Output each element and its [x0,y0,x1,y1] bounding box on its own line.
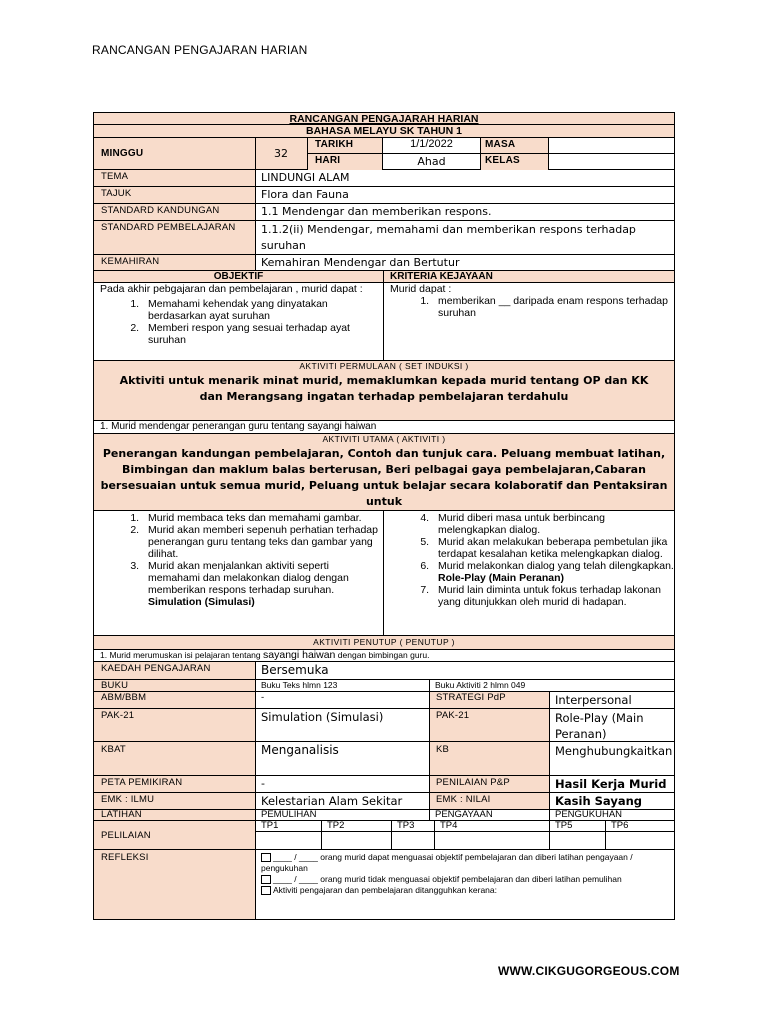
tp3-label: TP3 [392,821,434,832]
utama-row [94,434,674,511]
refleksi-label: REFLEKSI [101,852,149,863]
page-header: RANCANGAN PENGAJARAN HARIAN [92,43,308,57]
refleksi-text [256,850,674,896]
sk-value: 1.1 Mendengar dan memberikan respons. [261,205,492,218]
objektif-item: 1. Memahami kehendak yang dinyatakan berdasarkan ayat suruhan [142,298,383,322]
form-subtitle: BAHASA MELAYU SK TAHUN 1 [306,125,462,137]
kaedah-label: KAEDAH PENGAJARAN [101,663,211,674]
kelas-label: KELAS [485,155,520,166]
tarikh-label: TARIKH [315,139,354,150]
tarikh-value: 1/1/2022 [410,138,453,150]
utama-right-bold: Role-Play (Main Peranan) [438,572,565,584]
minggu-label-cell [94,138,256,169]
emk-row [94,793,674,810]
buku-row [94,680,674,692]
emk-ilmu-label: EMK : ILMU [101,794,155,805]
kriteria-item: 1. memberikan __ daripada enam respons terhadap suruhan [432,295,674,319]
abm-row [94,692,674,709]
strategi-value: Interpersonal [555,693,632,707]
buku-aktiviti: Buku Aktiviti 2 hlmn 049 [435,680,526,690]
tema-row [94,170,674,187]
utama-left-item: 3. Murid akan menjalankan aktiviti seperti memahami dan melakonkan dialog dengan memberikan respons terhadap suruhan. Simulation (Simulasi) [142,560,383,608]
footer-url[interactable]: WWW.CIKGUGORGEOUS.COM [498,964,680,978]
kemahiran-row [94,255,674,271]
buku-label: BUKU [101,680,129,691]
form-subtitle-row [94,125,674,138]
checkbox-icon[interactable] [261,875,271,884]
utama-left-list [94,512,383,608]
tarikh-label-cell [308,138,383,154]
checkbox-icon[interactable] [261,853,271,862]
objektif-item: 2. Memberi respon yang sesuai terhadap ayat suruhan [142,322,383,346]
masa-label-cell [481,138,549,154]
utama-right-item: 6. Murid melakonkan dialog yang telah dilengkapkan. Role-Play (Main Peranan) [432,560,674,584]
kriteria-intro: Murid dapat : [390,283,452,295]
kb-label: KB [436,744,450,755]
kelas-value [549,154,674,155]
kaedah-row [94,662,674,680]
peta-label: PETA PEMIKIRAN [101,777,183,788]
checkbox-icon[interactable] [261,886,271,895]
hari-label-cell [308,154,383,170]
buku-teks: Buku Teks hlmn 123 [261,680,338,690]
pengukuhan-label: PENGUKUHAN [555,810,623,820]
masa-label: MASA [485,139,516,150]
kbat-row [94,742,674,776]
kriteria-list [384,295,674,319]
rph-form [93,112,675,920]
minggu-value: 32 [274,147,288,160]
permulaan-step-row [94,421,674,434]
pengayaan-label: PENGAYAAN [435,810,493,820]
objektif-list [94,298,383,346]
form-title: RANCANGAN PENGAJARAH HARIAN [289,113,479,125]
kemahiran-value: Kemahiran Mendengar dan Bertutur [261,256,460,269]
utama-label: AKTIVITI UTAMA ( AKTIVITI ) [322,434,446,444]
refleksi-row [94,850,674,919]
tema-value: LINDUNGI ALAM [261,171,350,184]
sk-label: STANDARD KANDUNGAN [101,205,220,216]
penutup-row [94,636,674,650]
sp-value: 1.1.2(ii) Mendengar, memahami dan memberikan respons terhadap suruhan [261,223,636,252]
utama-right-list [384,512,674,608]
tajuk-row [94,187,674,204]
masa-value [549,138,674,139]
tp2-label: TP2 [322,821,391,832]
tp4-label: TP4 [435,821,549,832]
refleksi-line: ____ / ____ orang murid tidak menguasai objektif pembelajaran dan diberi latihan pemulihan [261,874,670,885]
permulaan-text: Aktiviti untuk menarik minat murid, memaklumkan kepada murid tentang OP dan KK dan Merangsang ingatan terhadap pembelajaran terdahulu [119,374,649,403]
utama-right-item: 7. Murid lain diminta untuk fokus terhadap lakonan yang ditunjukkan oleh murid di hadapan. [432,584,674,608]
objektif-intro: Pada akhir pebgajaran dan pembelajaran , murid dapat : [100,283,363,295]
hari-label: HARI [308,154,382,170]
kelas-value-cell [549,154,674,170]
hari-value: Ahad [417,155,446,168]
strategi-label: STRATEGI PdP [436,692,506,703]
masa-value-cell [549,138,674,154]
emk-ilmu-value: Kelestarian Alam Sekitar [261,794,403,808]
penutup-tail: dengan bimbingan guru. [337,650,430,660]
hari-value-cell [383,154,481,170]
tp6-label: TP6 [606,821,674,832]
utama-right-item: 5. Murid akan melakukan beberapa pembetulan jika terdapat kesalahan ketika melengkapkan dialog. [432,536,674,560]
tp5-label: TP5 [550,821,605,832]
minggu-value-cell [256,138,308,169]
kelas-label-cell [481,154,549,170]
pelilaian-label: PELILAIAN [101,830,151,841]
emk-nilai-value: Kasih Sayang [555,794,643,808]
pak21-row [94,709,674,742]
form-title-row [94,113,674,125]
refleksi-line: ____ / ____ orang murid dapat menguasai objektif pembelajaran dan diberi latihan pengayaan / pengukuhan [261,852,633,873]
objektif-header-row [94,271,674,283]
objektif-row [94,283,674,361]
latihan-label: LATIHAN [101,810,142,820]
pelilaian-row [94,821,674,850]
sk-row [94,204,674,221]
peta-value: - [261,777,265,790]
abm-label: ABM/BBM [101,692,147,703]
utama-text: Penerangan kandungan pembelajaran, Contoh dan tunjuk cara. Peluang membuat latihan, Bimbingan dan maklum balas berterusan, Beri pelbagai gaya pembelajaran,Cabaran bersesuaian untuk semua murid, Peluang untuk belajar secara kolaboratif dan Pentaksiran untuk [100,447,668,508]
penutup-step: 1. Murid merumuskan isi pelajaran tentang [100,650,261,660]
utama-activities-row [94,511,674,636]
pak-value-2: Role-Play (Main Peranan) [555,711,644,741]
permulaan-row [94,361,674,421]
pak-label-2: PAK-21 [436,710,470,721]
kbat-label: KBAT [101,744,126,755]
permulaan-step: 1. Murid mendengar penerangan guru tentang sayangi haiwan [100,421,377,432]
kriteria-label: KRITERIA KEJAYAAN [390,271,493,282]
kemahiran-label: KEMAHIRAN [101,256,160,267]
tarikh-value-cell [383,138,481,154]
latihan-row [94,810,674,821]
utama-left-bold: Simulation (Simulasi) [148,596,255,608]
penilaian-label: PENILAIAN P&P [436,777,510,788]
sp-label: STANDARD PEMBELAJARAN [101,222,236,233]
utama-left-item: 1. Murid membaca teks dan memahami gambar. [142,512,383,524]
pak-label: PAK-21 [101,710,135,721]
tajuk-value: Flora dan Fauna [261,188,349,201]
minggu-row [94,138,674,170]
kbat-value: Menganalisis [261,743,339,757]
minggu-label: MINGGU [101,148,144,159]
sp-row [94,221,674,255]
permulaan-label: AKTIVITI PERMULAAN ( SET INDUKSI ) [299,361,469,371]
tp1-label: TP1 [256,821,321,832]
emk-nilai-label: EMK : NILAI [436,794,491,805]
utama-left-item: 2. Murid akan memberi sepenuh perhatian terhadap penerangan guru tentang teks dan gambar yang dilihat. [142,524,383,560]
pemulihan-label: PEMULIHAN [261,810,317,820]
peta-row [94,776,674,793]
refleksi-line: Aktiviti pengajaran dan pembelajaran ditangguhkan kerana: [261,885,670,896]
objektif-label: OBJEKTIF [213,271,264,282]
penutup-topic: sayangi haiwan [263,649,336,661]
kaedah-value: Bersemuka [261,663,329,677]
penilaian-value: Hasil Kerja Murid [555,777,667,791]
tema-label: TEMA [101,171,129,182]
abm-value: - [261,692,265,703]
utama-right-item: 4. Murid diberi masa untuk berbincang melengkapkan dialog. [432,512,674,536]
tajuk-label: TAJUK [101,188,132,199]
kb-value: Menghubungkaitkan [555,744,673,758]
pak-value: Simulation (Simulasi) [261,710,384,724]
penutup-label: AKTIVITI PENUTUP ( PENUTUP ) [313,637,455,647]
penutup-step-row [94,650,674,662]
